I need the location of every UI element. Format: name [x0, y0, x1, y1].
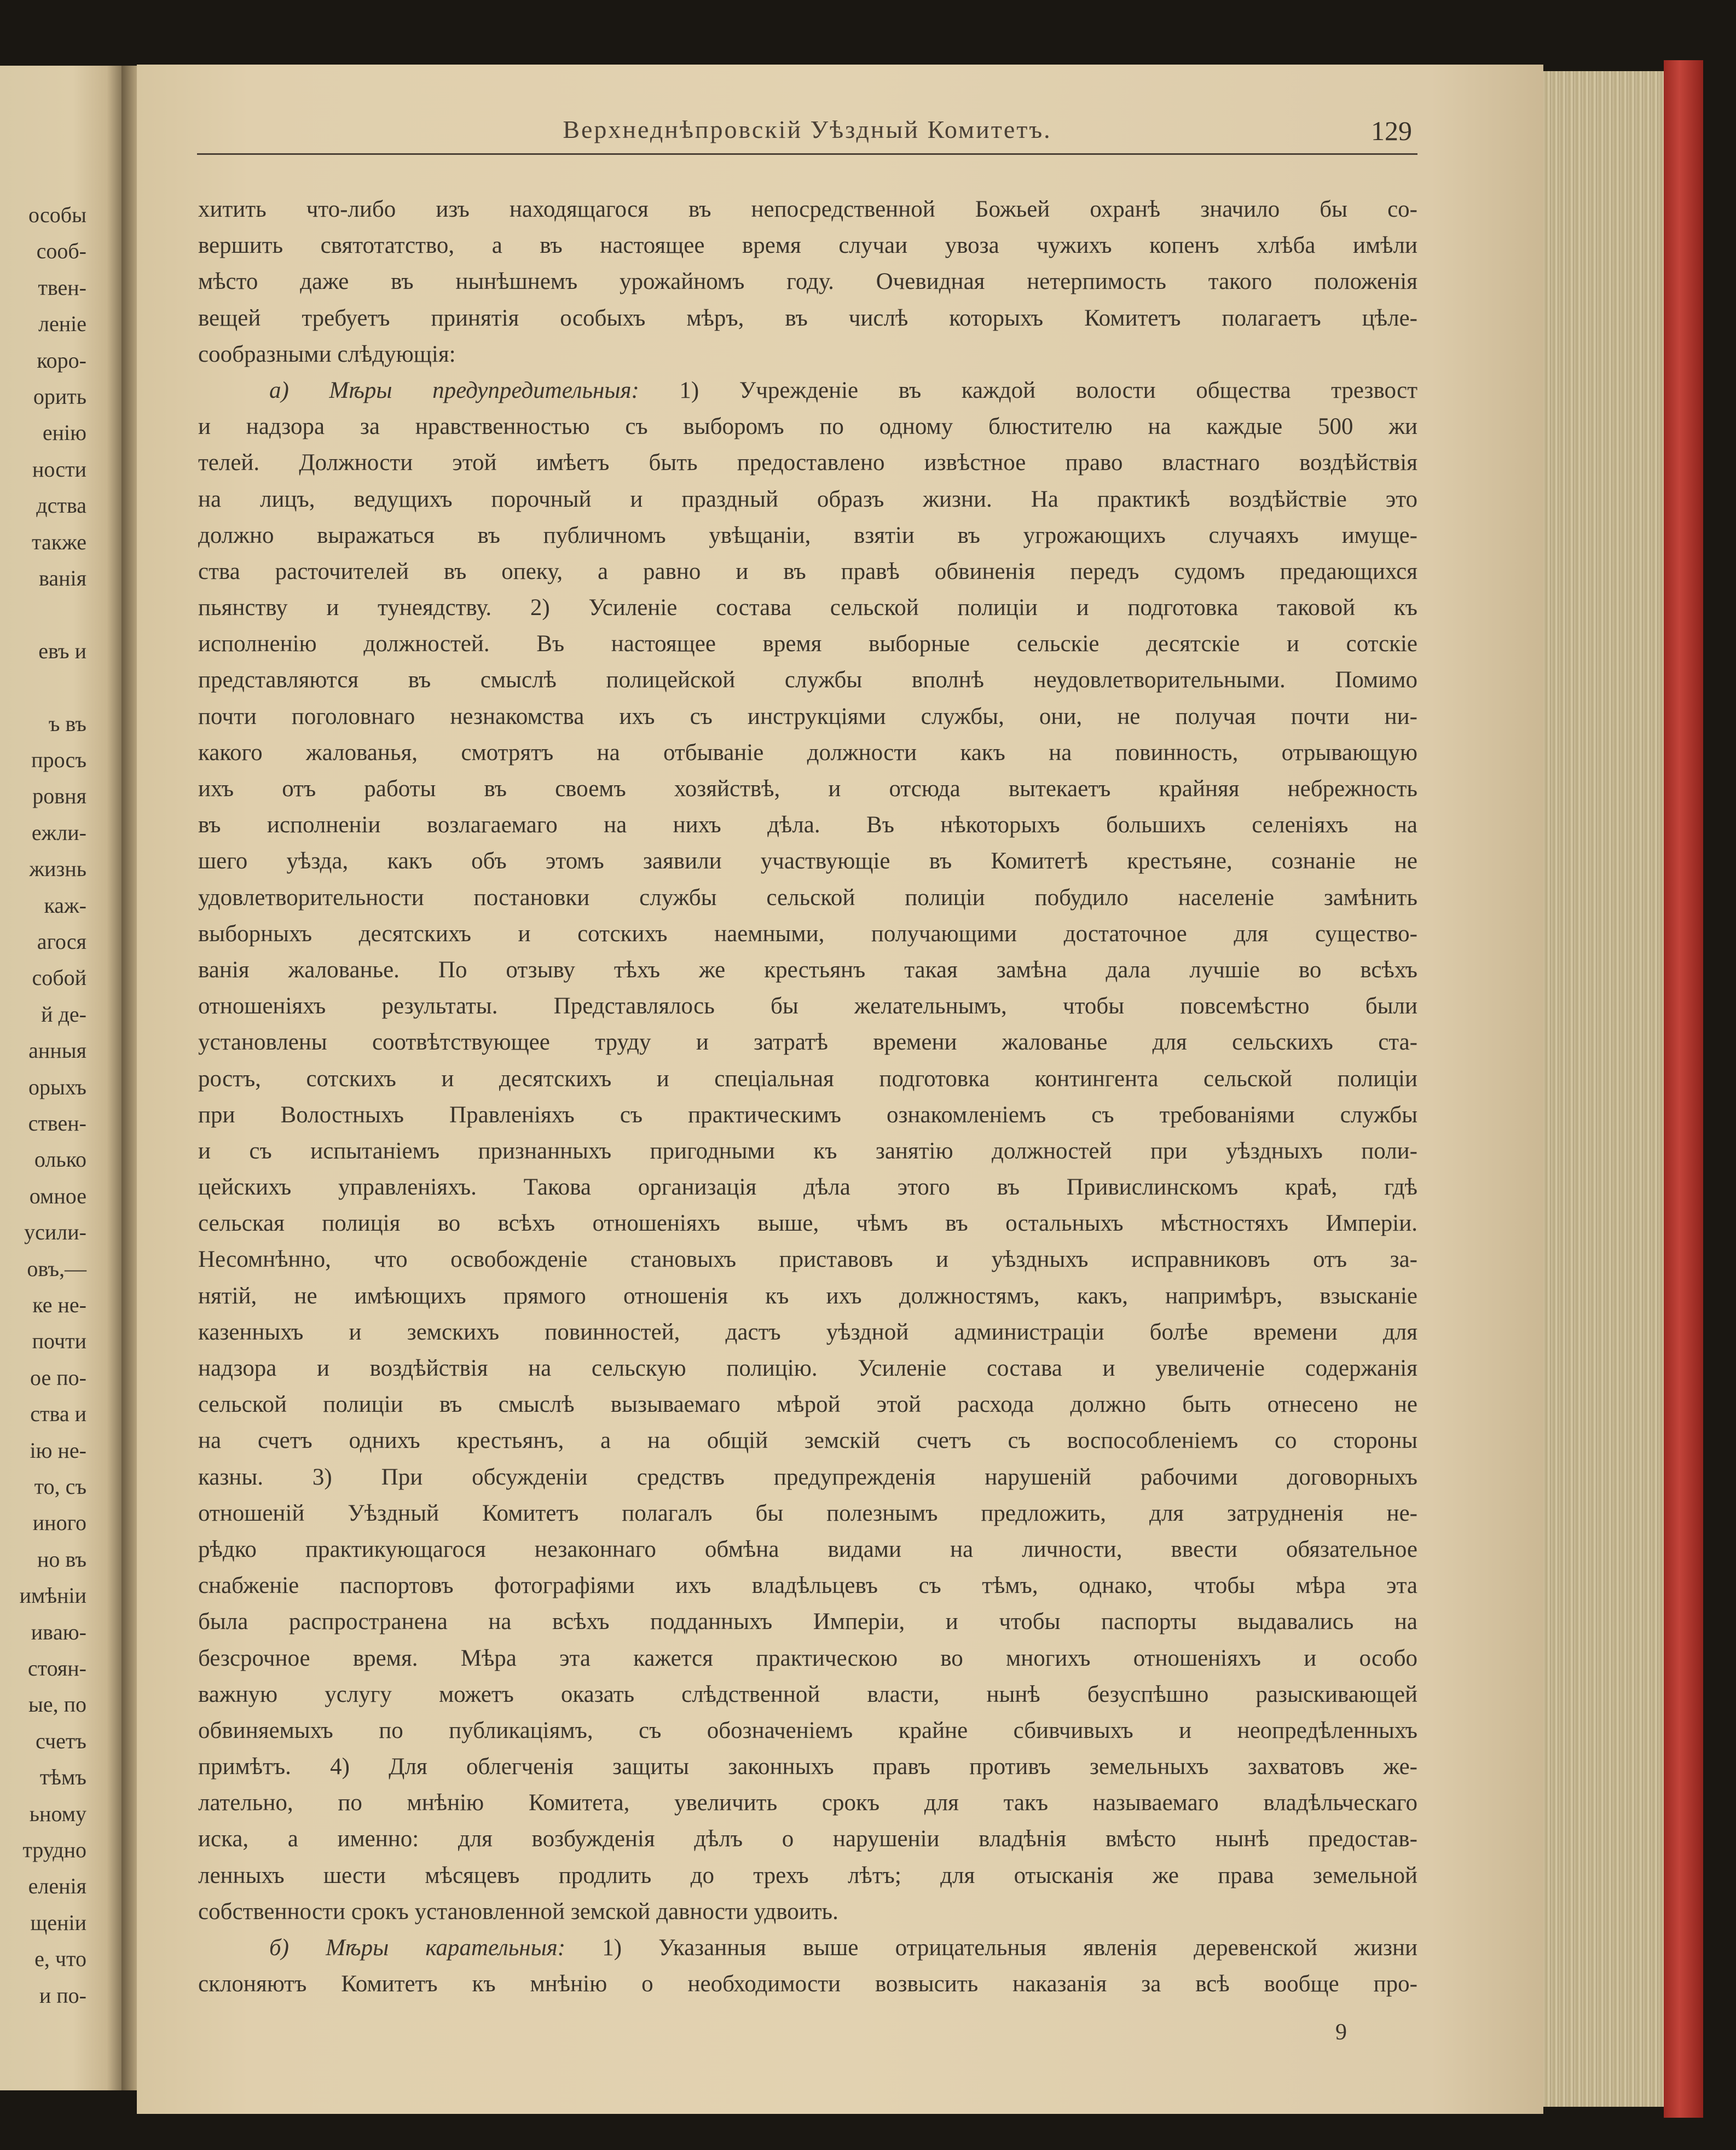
section-first-text: 1) Учрежденіе въ каждой волости общества трезвост [639, 377, 1417, 403]
left-page-line: просъ [31, 747, 86, 772]
text-line: въ исполненіи возлагаемаго на нихъ дѣла. Въ нѣкоторыхъ большихъ селеніяхъ на [198, 812, 1417, 838]
text-line: на лицъ, ведущихъ порочный и праздный образъ жизни. На практикѣ воздѣйствіе это [198, 486, 1417, 512]
text-line: была распространена на всѣхъ подданныхъ Имперіи, и чтобы паспорты выдавались на [198, 1609, 1417, 1635]
left-page-line: но въ [37, 1546, 86, 1572]
text-line: представляются въ смыслѣ полицейской службы вполнѣ неудовлетворительными. Помимо [198, 667, 1417, 693]
left-page-line: и по- [39, 1983, 86, 2008]
text-line: при Волостныхъ Правленіяхъ съ практическимъ ознакомленіемъ съ требованіями службы [198, 1102, 1417, 1128]
text-line: исполненію должностей. Въ настоящее время выборные сельскіе десятскіе и сотскіе [198, 631, 1417, 657]
left-page-line: ровня [32, 784, 86, 809]
left-page-fragment [0, 66, 121, 2090]
text-line: ростъ, сотскихъ и десятскихъ и спеціальная подготовка контингента сельской полиціи [198, 1065, 1417, 1092]
left-page-line: счетъ [36, 1728, 86, 1753]
left-page-line: ванія [38, 566, 86, 590]
left-page-line: дства [36, 493, 86, 518]
text-line: нятій, не имѣющихъ прямого отношенія къ ихъ должностямъ, какъ, напримѣръ, взысканіе [198, 1283, 1417, 1309]
text-line: ванія жалованье. По отзыву тѣхъ же крестьянъ такая замѣна дала лучшіе во всѣхъ [198, 957, 1417, 983]
text-line: телей. Должности этой имѣетъ быть предоставлено извѣстное право властнаго воздѣйствія [198, 450, 1417, 476]
text-line: какого жалованья, смотрятъ на отбываніе должности какъ на повинность, отрывающую [198, 739, 1417, 766]
page-header [197, 115, 1417, 155]
left-page-line: енію [42, 420, 86, 445]
left-page-line: ъ въ [48, 711, 86, 736]
text-line: ленныхъ шести мѣсяцевъ продлить до трехъ лѣтъ; для отысканія же права земельной [198, 1862, 1417, 1888]
left-page-line: е, что [34, 1946, 86, 1972]
left-page-line: усили- [24, 1220, 86, 1245]
section-label: а) Мѣры предупредительныя: [269, 377, 639, 403]
text-line: примѣтъ. 4) Для облегченія защиты законныхъ правъ противъ земельныхъ захватовъ же- [198, 1754, 1417, 1780]
left-page-line: ствен- [28, 1111, 86, 1135]
left-page-line: то, съ [34, 1474, 86, 1499]
left-page-line: ства и [30, 1401, 86, 1427]
left-page-line: сооб- [36, 239, 86, 264]
left-page-line: каж- [44, 893, 86, 918]
left-page-line: й де- [41, 1001, 86, 1027]
book-gutter [121, 66, 138, 2090]
text-line: и съ испытаніемъ признанныхъ пригодными къ занятію должностей при уѣздныхъ поли- [198, 1138, 1417, 1164]
text-line: надзора и воздѣйствія на сельскую полицію. Усиленіе состава и увеличеніе содержанія [198, 1355, 1417, 1381]
section-start-line [198, 1930, 1417, 1966]
text-line: склоняютъ Комитетъ къ мнѣнію о необходимости возвысить наказанія за всѣ вообще про- [198, 1971, 1417, 1997]
left-page-line: еленія [28, 1874, 86, 1899]
text-line: казенныхъ и земскихъ повинностей, дастъ уѣздной администраціи болѣе времени для [198, 1319, 1417, 1345]
section-first-text: 1) Указанныя выше отрицательныя явленія деревенской жизни [565, 1935, 1417, 1961]
left-page-line: почти [32, 1329, 86, 1354]
left-page-line: леніе [38, 311, 86, 337]
left-page-line: твен- [38, 275, 86, 300]
text-line: важную услугу можетъ оказать слѣдственной власти, нынѣ безуспѣшно разыскивающей [198, 1681, 1417, 1707]
left-page-line: орыхъ [28, 1074, 86, 1099]
text-line: пьянству и тунеядству. 2) Усиленіе состава сельской полиціи и подготовка таковой къ [198, 595, 1417, 621]
left-page-line: также [31, 529, 86, 554]
left-page-line: ые, по [28, 1692, 86, 1717]
page-edges [1543, 71, 1664, 2107]
left-page-line: ежли- [31, 820, 86, 845]
left-page-line: агося [37, 929, 86, 954]
left-page-line: ивaю- [31, 1619, 86, 1644]
text-line: Несомнѣнно, что освобожденіе становыхъ приставовъ и уѣздныхъ исправниковъ отъ за- [198, 1247, 1417, 1273]
left-page-line: тѣмъ [39, 1765, 86, 1790]
left-page-line: трудно [22, 1838, 86, 1862]
text-line: рѣдко практикующагося незаконнаго обмѣна видами на личности, ввести обязательное [198, 1536, 1417, 1562]
body-text [198, 192, 1417, 2025]
text-line: казны. 3) При обсужденіи средствъ предупрежденія нарушеній рабочими договорныхъ [198, 1464, 1417, 1490]
text-line: и надзора за нравственностью съ выборомъ по одному блюстителю на каждые 500 жи [198, 414, 1417, 440]
text-line: на счетъ однихъ крестьянъ, а на общій земскій счетъ съ воспособленіемъ со стороны [198, 1428, 1417, 1454]
text-line: почти поголовнаго незнакомства ихъ съ инструкціями службы, они, не получая почти ни- [198, 703, 1417, 729]
page-number: 129 [1371, 115, 1412, 146]
text-line: вещей требуетъ принятія особыхъ мѣръ, въ числѣ которыхъ Комитетъ полагаетъ цѣле- [198, 305, 1417, 331]
left-page-line: собой [32, 965, 86, 990]
text-line: установлены соотвѣтствующее труду и затратѣ времени жалованье для сельскихъ ста- [198, 1029, 1417, 1056]
left-page-line: ке не- [32, 1293, 86, 1317]
text-line: ихъ отъ работы въ своемъ хозяйствѣ, и отсюда вытекаетъ крайняя небрежность [198, 776, 1417, 802]
left-page-line: ности [32, 456, 86, 482]
left-page-line: иного [32, 1510, 86, 1535]
left-page-line: омное [29, 1183, 86, 1208]
left-page-line: имѣніи [19, 1583, 86, 1608]
left-page-line: олько [34, 1147, 86, 1172]
text-line: снабженіе паспортовъ фотографіями ихъ владѣльцевъ съ тѣмъ, однако, чтобы мѣра эта [198, 1573, 1417, 1599]
left-page-line: жизнь [29, 856, 86, 882]
left-page-line: овъ,— [27, 1256, 86, 1281]
running-head: Верхнеднѣпровскій Уѣздный Комитетъ. [563, 115, 1052, 143]
text-line: сообразными слѣдующія: [198, 341, 456, 367]
left-page-line: особы [28, 202, 86, 227]
left-page-line: ьному [29, 1801, 86, 1826]
left-page-line: орить [33, 384, 86, 409]
text-line: хитить что-либо изъ находящагося въ непосредственной Божьей охранѣ значило бы со- [198, 196, 1417, 222]
text-line: безсрочное время. Мѣра эта кажется практическою во многихъ отношеніяхъ и особо [198, 1645, 1417, 1671]
text-line: собственности срокъ установленной земской давности удвоить. [198, 1898, 838, 1925]
text-line: шего уѣзда, какъ объ этомъ заявили участвующіе въ Комитетѣ крестьяне, сознаніе не [198, 848, 1417, 874]
text-line: сельской полиціи въ смыслѣ вызываемаго мѣрой этой расхода должно быть отнесено не [198, 1392, 1417, 1418]
left-page-line: ое по- [30, 1365, 86, 1390]
text-line: мѣсто даже въ нынѣшнемъ урожайномъ году. Очевидная нетерпимость такого положенія [198, 269, 1417, 295]
left-page-line: щеніи [30, 1910, 86, 1935]
left-page-line: евъ и [38, 638, 86, 663]
signature-mark: 9 [1335, 2020, 1347, 2045]
section-start-line [198, 373, 1417, 409]
book-cover-edge [1664, 60, 1703, 2118]
text-line: вершить святотатство, а въ настоящее время случаи увоза чужихъ копенъ хлѣба имѣли [198, 233, 1417, 259]
text-line: удовлетворительности постановки службы сельской полиціи побудило населеніе замѣнить [198, 884, 1417, 911]
text-line: ства расточителей въ опеку, а равно и въ правѣ обвиненія передъ судомъ предающихся [198, 558, 1417, 584]
section-label: б) Мѣры карательныя: [269, 1935, 566, 1961]
text-line: выборныхъ десятскихъ и сотскихъ наемными, получающими достаточное для существо- [198, 920, 1417, 947]
text-line: обвиняемыхъ по публикаціямъ, съ обозначеніемъ крайне сбивчивыхъ и неопредѣленныхъ [198, 1717, 1417, 1743]
text-line: отношеніяхъ результаты. Представлялось бы желательнымъ, чтобы повсемѣстно были [198, 993, 1417, 1019]
left-page-line: коро- [37, 347, 86, 373]
left-page-line: ію не- [30, 1438, 86, 1463]
text-line: отношеній Уѣздный Комитетъ полагалъ бы полезнымъ предложить, для затрудненія не- [198, 1500, 1417, 1526]
text-line: цейскихъ управленіяхъ. Такова организація дѣла этого въ Привислинскомъ краѣ, гдѣ [198, 1174, 1417, 1201]
text-line: должно выражаться въ публичномъ увѣщаніи, взятіи въ угрожающихъ случаяхъ имуще- [198, 522, 1417, 548]
left-page-line: стоян- [27, 1656, 86, 1680]
text-line: лательно, по мнѣнію Комитета, увеличить срокъ для такъ называемаго владѣльческаго [198, 1790, 1417, 1816]
left-page-line: анныя [28, 1038, 86, 1063]
text-line: иска, а именно: для возбужденія дѣлъ о нарушеніи владѣнія вмѣсто нынѣ предостав- [198, 1826, 1417, 1852]
text-line: сельская полиція во всѣхъ отношеніяхъ выше, чѣмъ въ остальныхъ мѣстностяхъ Имперіи. [198, 1210, 1417, 1237]
